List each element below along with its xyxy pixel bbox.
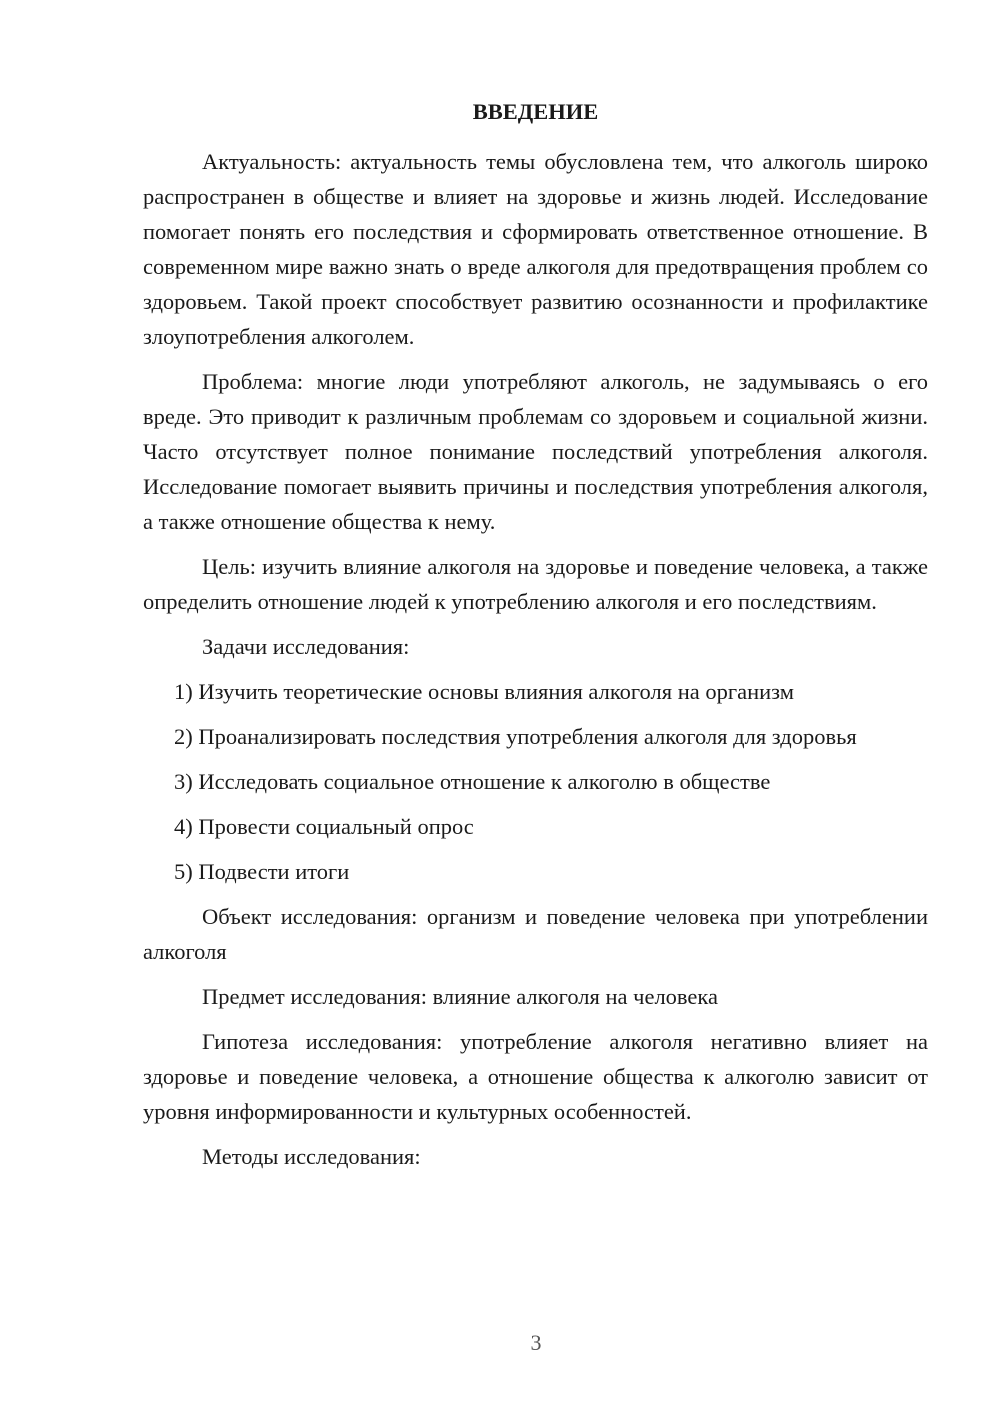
- task-item: 5) Подвести итоги: [174, 859, 350, 884]
- paragraph-problem: Проблема: многие люди употребляют алкоголь, не задумываясь о его вреде. Это приводит к различным проблемам со здоровьем и социальной жизни. Часто отсутствует полное понимание последствий употребления алкоголя. Исследование помогает выявить причины и последствия употребления алкоголя, а также отношение общества к нему.: [143, 369, 928, 534]
- page-content: [143, 94, 928, 1184]
- paragraph-goal: Цель: изучить влияние алкоголя на здоровье и поведение человека, а также определить отношение людей к употреблению алкоголя и его последствиям.: [143, 554, 928, 614]
- task-item: 3) Исследовать социальное отношение к алкоголю в обществе: [174, 769, 771, 794]
- paragraph-object: Объект исследования: организм и поведение человека при употреблении алкоголя: [143, 904, 928, 964]
- paragraph-tasks-heading: Задачи исследования:: [202, 634, 410, 659]
- page-title: ВВЕДЕНИЕ: [472, 99, 599, 124]
- task-item: 2) Проанализировать последствия употребления алкоголя для здоровья: [174, 724, 857, 749]
- task-item: 1) Изучить теоретические основы влияния алкоголя на организм: [174, 679, 794, 704]
- paragraph-hypothesis: Гипотеза исследования: употребление алкоголя негативно влияет на здоровье и поведение человека, а отношение общества к алкоголю зависит от уровня информированности и культурных особенностей.: [143, 1029, 928, 1124]
- page-number: 3: [530, 1330, 542, 1355]
- paragraph-relevance: Актуальность: актуальность темы обусловлена тем, что алкоголь широко распространен в обществе и влияет на здоровье и жизнь людей. Исследование помогает понять его последствия и сформировать ответственное отношение. В современном мире важно знать о вреде алкоголя для предотвращения проблем со здоровьем. Такой проект способствует развитию осознанности и профилактике злоупотребления алкоголем.: [143, 149, 928, 349]
- paragraph-methods: Методы исследования:: [202, 1144, 421, 1169]
- task-item: 4) Провести социальный опрос: [174, 814, 474, 839]
- paragraph-subject: Предмет исследования: влияние алкоголя на человека: [202, 984, 718, 1009]
